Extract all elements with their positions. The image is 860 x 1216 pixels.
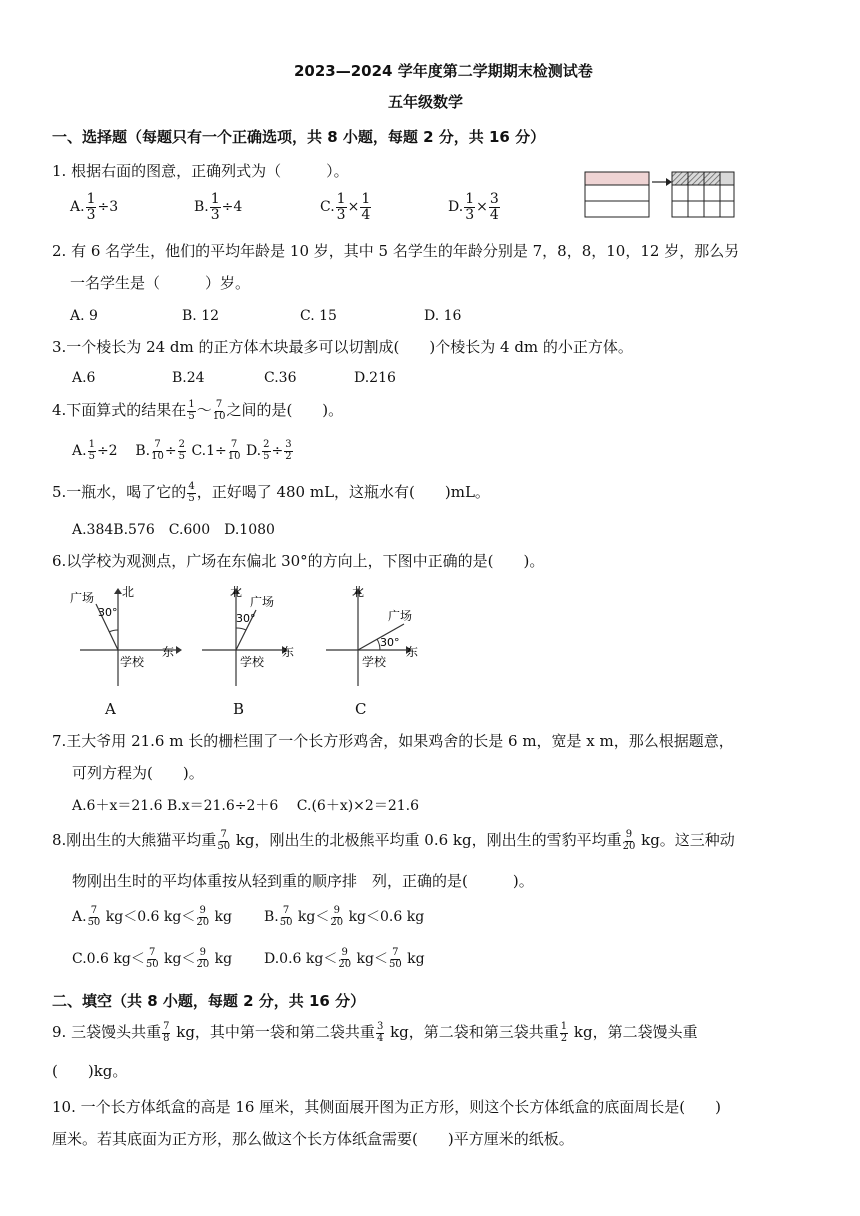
diagram-c-east-label: 东 [406, 645, 419, 659]
question-5-options: A.384B.576 C.600 D.1080 [72, 522, 275, 538]
question-4-option-a: A. $\frac{1}{5}$ ÷2 [72, 439, 118, 462]
question-6-label-c: C [355, 700, 367, 718]
question-4-option-b: B. $\frac{7}{10}$ ÷ $\frac{2}{5}$ [135, 439, 185, 462]
diagram-b-angle-label: 30° [236, 612, 256, 625]
question-3-option-d: D.216 [354, 370, 396, 386]
question-6-diagram-a [64, 582, 194, 692]
question-1-option-b: B. $\frac{1}{3}$ ÷4 [194, 191, 243, 223]
question-3-option-b: B.24 [172, 370, 205, 386]
figure-arrow [652, 178, 672, 186]
diagram-c-square-label: 广场 [388, 609, 413, 623]
question-3-stem: 3.一个棱长为 24 dm 的正方体木块最多可以切割成( )个棱长为 4 dm 的小正方体。 [52, 338, 633, 356]
diagram-a-angle-label: 30° [98, 606, 118, 619]
question-6-label-b: B [233, 700, 245, 718]
question-2-line-2: 一名学生是（ ）岁。 [70, 274, 251, 292]
question-9-line-2: ( )kg。 [52, 1062, 128, 1080]
question-6-stem: 6.以学校为观测点，广场在东偏北 30°的方向上，下图中正确的是( )。 [52, 552, 545, 570]
question-10-line-2: 厘米。若其底面为正方形，那么做这个长方体纸盒需要( )平方厘米的纸板。 [52, 1130, 574, 1148]
question-4-option-d: D. $\frac{2}{5}$ ÷ $\frac{3}{2}$ [245, 439, 292, 462]
question-7-line-1: 7.王大爷用 21.6 m 长的栅栏围了一个长方形鸡舍，如果鸡舍的长是 6 m，宽是 x m，那么根据题意， [52, 732, 734, 750]
diagram-a-east-label: 东 [162, 645, 175, 659]
question-4-options [72, 440, 294, 462]
question-2-option-c: C. 15 [300, 308, 337, 324]
question-2-option-b: B. 12 [182, 308, 220, 324]
diagram-c-angle-label: 30° [380, 636, 400, 649]
question-4-stem: 4.下面算式的结果在 $\frac{1}{5}$ ～ $\frac{7}{10}$ 之间的是( )。 [52, 399, 344, 422]
figure-left-rect [585, 172, 649, 217]
question-8-option-a: A. $\frac{7}{50}$ kg＜0.6 kg＜ $\frac{9}{20}$ kg [72, 905, 232, 928]
question-5-stem: 5.一瓶水，喝了它的 $\frac{4}{5}$ ，正好喝了 480 mL，这瓶水有( )mL。 [52, 481, 490, 504]
question-2-option-d: D. 16 [424, 308, 462, 324]
question-3-option-c: C.36 [264, 370, 297, 386]
question-1-figure [584, 168, 736, 220]
question-8-option-c: C.0.6 kg＜ $\frac{7}{50}$ kg＜ $\frac{9}{20}$ kg [72, 947, 233, 970]
diagram-b-east-label: 东 [282, 645, 295, 659]
page-title: 2023—2024 学年度第二学期期末检测试卷 [294, 62, 593, 80]
question-9-line-1: 9. 三袋馒头共重 $\frac{7}{8}$ kg，其中第一袋和第二袋共重 $\frac{3}{4}$ kg，第二袋和第三袋共重 $\frac{1}{2}$ kg，第二袋馒头重 [52, 1021, 698, 1044]
question-1-option-a: A. $\frac{1}{3}$ ÷3 [70, 191, 119, 223]
question-7-options: A.6＋x＝21.6 B.x＝21.6÷2＋6 C.(6＋x)×2＝21.6 [72, 798, 419, 814]
question-2-line-1: 2. 有 6 名学生，他们的平均年龄是 10 岁，其中 5 名学生的年龄分别是 7，8，8，10，12 岁，那么另 [52, 242, 740, 260]
diagram-b-north-label: 北 [230, 585, 243, 599]
diagram-a-school-label: 学校 [120, 655, 145, 669]
diagram-a-square-label: 广场 [70, 591, 95, 605]
question-1-stem: 1. 根据右面的图意，正确列式为（ ）。 [52, 162, 349, 180]
diagram-c-school-label: 学校 [362, 655, 387, 669]
question-8-line-1: 8.刚出生的大熊猫平均重 $\frac{7}{50}$ kg，刚出生的北极熊平均重 0.6 kg，刚出生的雪豹平均重 $\frac{9}{20}$ kg。这三种动 [52, 829, 735, 852]
question-10-line-1: 10. 一个长方体纸盒的高是 16 厘米，其侧面展开图为正方形，则这个长方体纸盒的底面周长是( ) [52, 1098, 721, 1116]
question-6-diagram-b [194, 582, 304, 692]
diagram-a-north-label: 北 [122, 585, 135, 599]
question-8-line-2: 物刚出生时的平均体重按从轻到重的顺序排 列，正确的是( )。 [72, 872, 534, 890]
diagram-b-school-label: 学校 [240, 655, 265, 669]
question-1-option-d: D. $\frac{1}{3}$ × $\frac{3}{4}$ [448, 191, 499, 223]
question-8-option-b: B. $\frac{7}{50}$ kg＜ $\frac{9}{20}$ kg＜0.6 kg [264, 905, 425, 928]
question-1-option-c: C. $\frac{1}{3}$ × $\frac{1}{4}$ [320, 191, 371, 223]
page-subtitle: 五年级数学 [388, 93, 464, 111]
question-4-option-c: C.1÷ $\frac{7}{10}$ [191, 439, 241, 462]
question-8-option-d: D.0.6 kg＜ $\frac{9}{20}$ kg＜ $\frac{7}{50}$ kg [264, 947, 425, 970]
section-1-heading: 一、选择题（每题只有一个正确选项，共 8 小题，每题 2 分，共 16 分） [52, 128, 546, 146]
section-2-heading: 二、填空（共 8 小题，每题 2 分，共 16 分） [52, 992, 366, 1010]
diagram-c-north-label: 北 [352, 585, 365, 599]
figure-right-grid [672, 172, 734, 217]
diagram-b-square-label: 广场 [250, 595, 275, 609]
question-2-option-a: A. 9 [70, 308, 98, 324]
question-7-line-2: 可列方程为( )。 [72, 764, 204, 782]
question-3-option-a: A.6 [72, 370, 96, 386]
question-6-diagram-c [318, 582, 428, 692]
question-6-label-a: A [105, 700, 116, 718]
